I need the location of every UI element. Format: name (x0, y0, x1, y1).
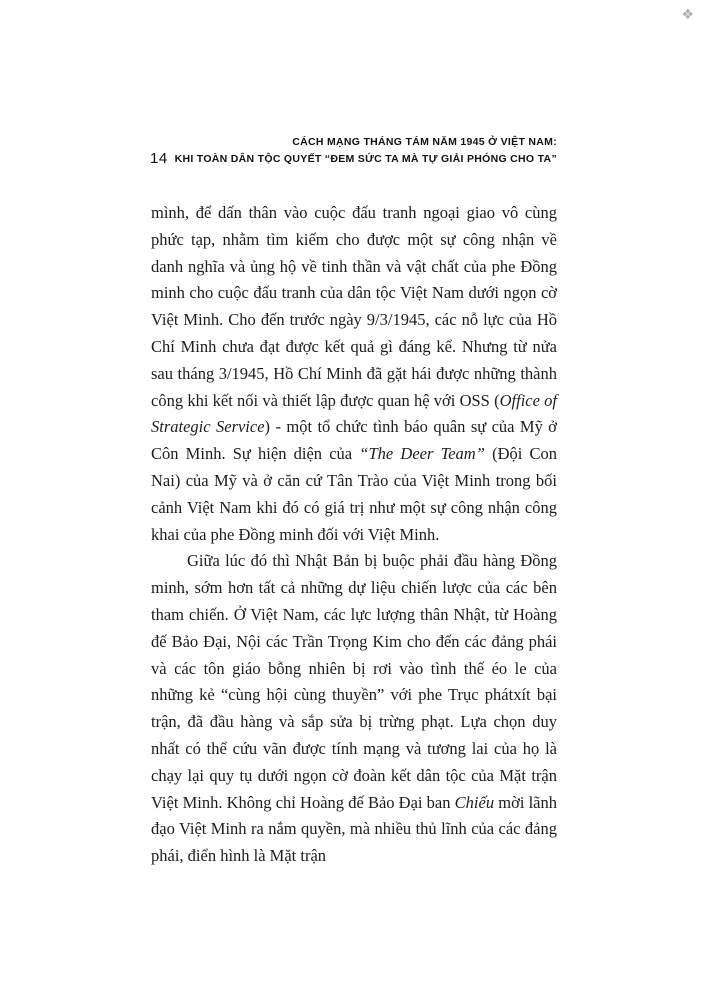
italic-text-segment: Office of Strategic Service (151, 390, 558, 437)
italic-text-segment: “The Deer Team” (359, 444, 485, 464)
text-segment: Giữa lúc đó thì Nhật Bản bị buộc phải đầu hàng Đồng minh, sớm hơn tất cả những dự liệu chiến lược của các bên tham chiến. Ở Việt Nam, các lực lượng thân Nhật, từ Hoàng đế Bảo Đại, Nội các Trần Trọng Kim cho đến các đảng phái và các tôn giáo bỗng nhiên bị rơi vào tình thế éo le của những kẻ “cùng hội cùng thuyền” với phe Trục phátxít bại trận, đã đầu hàng và sắp sửa bị trừng phạt. Lựa chọn duy nhất có thể cứu vãn được tính mạng và tương lai của họ là chạy lại quy tụ dưới ngọn cờ đoàn kết dân tộc của Mặt trận Việt Minh. Không chỉ Hoàng đế Bảo Đại ban (151, 551, 557, 812)
text-segment: (Đội Con Nai) của Mỹ và ở căn cứ Tân Trào của Việt Minh trong bối cảnh Việt Nam khi đó có giá trị như một sự công nhận công khai của phe Đồng minh đối với Việt Minh. (151, 444, 558, 544)
paragraph (151, 548, 557, 870)
running-title (175, 134, 557, 168)
text-segment: mình, để dấn thân vào cuộc đấu tranh ngoại giao vô cùng phức tạp, nhằm tìm kiếm cho được một sự công nhận về danh nghĩa và ủng hộ về tinh thần và vật chất của phe Đồng minh cho cuộc đấu tranh của dân tộc Việt Nam dưới ngọn cờ Việt Minh. Cho đến trước ngày 9/3/1945, các nỗ lực của Hồ Chí Minh chưa đạt được kết quả gì đáng kể. Nhưng từ nửa sau tháng 3/1945, Hồ Chí Minh đã gặt hái được những thành công khi kết nối và thiết lập được quan hệ với OSS ( (151, 203, 557, 410)
italic-text-segment: Chiếu (454, 792, 495, 812)
running-title-line2: KHI TOÀN DÂN TỘC QUYẾT “ĐEM SỨC TA MÀ TỰ GIẢI PHÓNG CHO TA” (174, 153, 557, 165)
running-header (150, 134, 557, 168)
running-title-line1: CÁCH MẠNG THÁNG TÁM NĂM 1945 Ở VIỆT NAM: (292, 136, 557, 148)
text-segment: ) - một tổ chức tình báo quân sự của Mỹ ở Côn Minh. Sự hiện diện của (151, 417, 557, 464)
paragraph (151, 200, 557, 548)
page-number: 14 (150, 150, 168, 167)
body-text (151, 200, 557, 870)
text-segment: mời lãnh đạo Việt Minh ra nắm quyền, mà nhiều thủ lĩnh của các đảng phái, điển hình là Mặt trận (151, 792, 557, 866)
flower-ornament-icon: ❖ (681, 7, 694, 23)
